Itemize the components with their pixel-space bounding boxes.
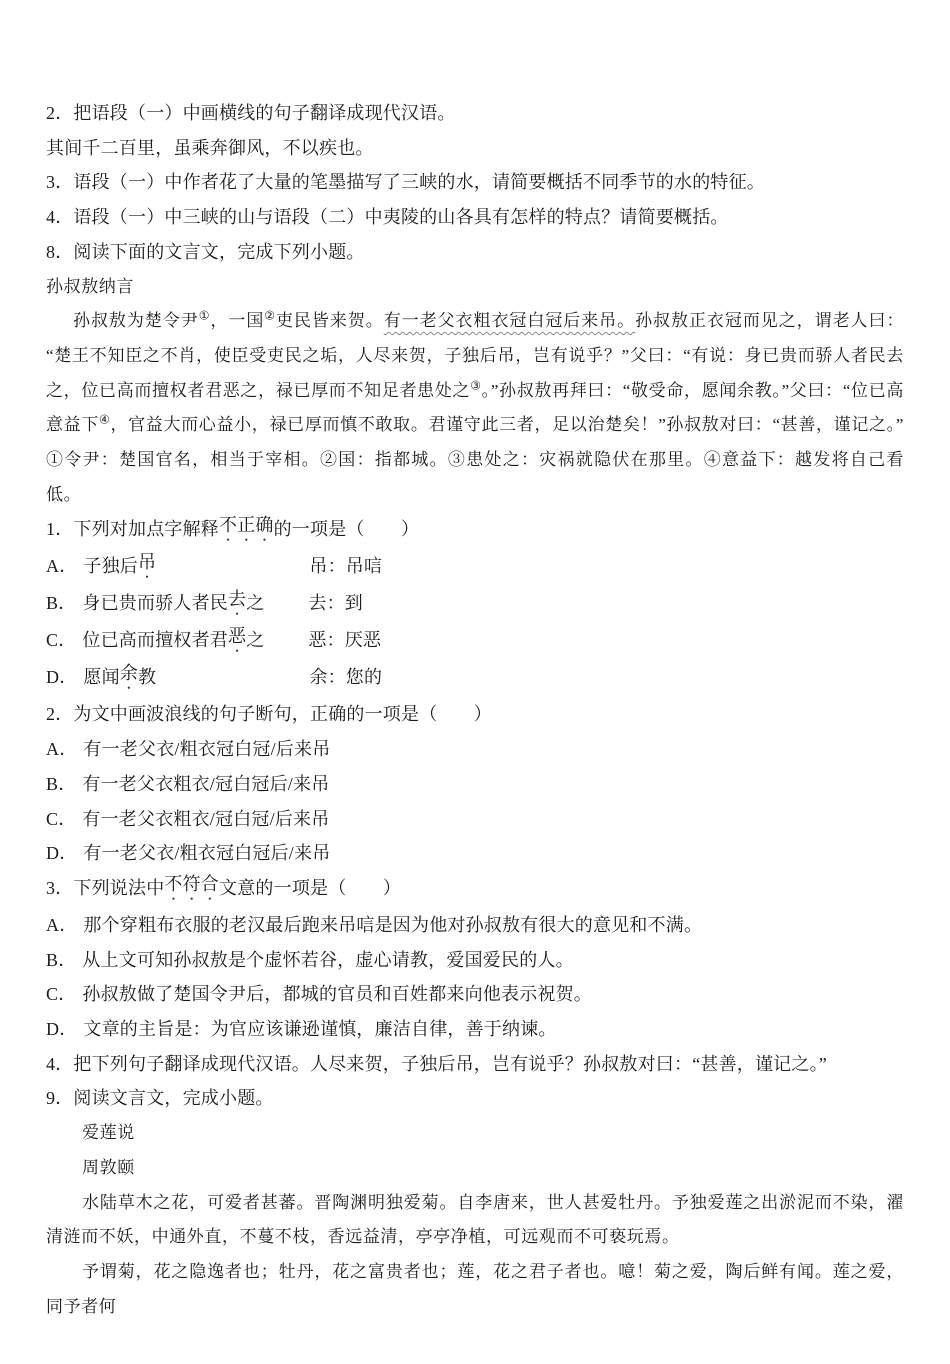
q3-option-a — [46, 908, 904, 943]
dotted-char: 去 — [228, 589, 247, 610]
footnote-marker-2: ② — [264, 308, 276, 323]
q1-option-d — [46, 660, 904, 697]
q2-option-a — [46, 732, 904, 767]
passage8-run-1: 孙叔敖为楚令尹 — [73, 311, 199, 331]
phrase-pre: 位已高而擅权者君 — [82, 630, 229, 651]
q1-option-b — [46, 586, 904, 623]
passage9-paragraph-1: 水陆草木之花，可爱者甚蕃。晋陶渊明独爱菊。自李唐来，世人甚爱牡丹。予独爱莲之出淤泥而不染，濯清涟而不妖，中通外直，不蔓不枝，香远益清，亭亭净植，可远观而不可亵玩焉。 — [46, 1192, 904, 1247]
q3-option-b — [46, 943, 904, 978]
q1-stem-emphasis: 不正确 — [219, 515, 274, 536]
option-explanation: 去：到 — [308, 593, 364, 614]
passage8-body — [46, 304, 904, 512]
question-item-8: 8．阅读下面的文言文，完成下列小题。 — [46, 241, 365, 262]
option-explanation: 恶：厌恶 — [308, 630, 382, 651]
option-label: B． — [46, 773, 77, 794]
option-label: D． — [46, 1019, 78, 1040]
question-item-3: 3．语段（一）中作者花了大量的笔墨描写了三峡的水，请简要概括不同季节的水的特征。 — [46, 172, 765, 193]
option-label: C． — [46, 808, 77, 829]
footnote-marker-3: ③ — [470, 377, 482, 392]
q3-stem-post: 文意的一项是（ ） — [219, 877, 402, 898]
question-item-9: 9．阅读文言文，完成小题。 — [46, 1088, 274, 1109]
phrase-pre: 愿闻 — [83, 667, 120, 688]
option-text: 孙叔敖做了楚国令尹后，都城的官员和百姓都来向他表示祝贺。 — [82, 984, 593, 1005]
q1-stem — [46, 512, 904, 549]
option-text: 从上文可知孙叔敖是个虚怀若谷，虚心请教，爱国爱民的人。 — [82, 949, 574, 970]
q3-option-c — [46, 977, 904, 1012]
q1-option-c — [46, 623, 904, 660]
q1-stem-pre: 1．下列对加点字解释 — [46, 519, 219, 540]
option-text: 那个穿粗布衣服的老汉最后跑来吊唁是因为他对孙叔敖有很大的意见和不满。 — [83, 914, 703, 935]
option-text: 有一老父衣粗衣/冠白冠/后来吊 — [82, 808, 330, 829]
q1-option-a — [46, 549, 904, 586]
q2-option-c — [46, 802, 904, 837]
passage8-run-3: 吏民皆来贺。 — [276, 311, 384, 331]
q4-stem: 4．把下列句子翻译成现代汉语。人尽来贺，子独后吊，岂有说乎？孙叔敖对曰：“甚善，谨记之。” — [46, 1053, 827, 1074]
passage8-run-4: 孙叔敖正衣冠而见之，谓老人曰：“楚王不知臣之不肖，使臣受吏民之垢，人尽来贺，子独后吊，岂有说乎？”父曰：“有说：身已贵而骄人者民去之，位已高而擅权者君恶之，禄已厚而不知足者患处之 — [46, 311, 905, 400]
option-phrase — [82, 623, 308, 660]
passage9-title: 爱莲说 — [82, 1123, 135, 1143]
passage8-run-5: 。”孙叔敖再拜曰：“敬受命，愿闻余教。”父曰：“位已高意益下 — [46, 380, 904, 435]
phrase-pre: 身已贵而骄人者民 — [82, 593, 229, 614]
option-label: A． — [46, 914, 78, 935]
option-text: 有一老父衣/粗衣冠白冠后/来吊 — [83, 843, 331, 864]
option-explanation: 余：您的 — [309, 667, 383, 688]
option-label: B． — [46, 949, 77, 970]
option-label: A． — [46, 556, 78, 577]
option-label: D． — [46, 843, 78, 864]
phrase-post: 教 — [138, 667, 157, 688]
phrase-pre: 子独后 — [83, 556, 139, 577]
phrase-post: 之 — [246, 593, 265, 614]
option-text: 文章的主旨是：为官应该谦逊谨慎，廉洁自律，善于纳谏。 — [83, 1019, 557, 1040]
passage9-author: 周敦颐 — [82, 1157, 135, 1177]
option-text: 有一老父衣/粗衣冠白冠/后来吊 — [83, 739, 331, 760]
footnote-marker-1: ① — [198, 308, 211, 323]
option-phrase — [83, 660, 309, 697]
question-item-2: 2．把语段（一）中画横线的句子翻译成现代汉语。 — [46, 103, 456, 123]
dotted-char: 余 — [119, 663, 139, 684]
option-text: 有一老父衣粗衣/冠白冠后/来吊 — [82, 773, 330, 794]
option-phrase — [83, 549, 309, 586]
q3-stem — [46, 871, 904, 908]
phrase-post: 之 — [246, 630, 265, 651]
dotted-char: 恶 — [228, 626, 247, 647]
passage8-title: 孙叔敖纳言 — [46, 276, 134, 296]
option-label: D． — [46, 667, 78, 688]
quoted-sentence: 其间千二百里，虽乘奔御风，不以疾也。 — [46, 137, 374, 158]
q2-option-d — [46, 836, 904, 871]
dotted-char: 吊 — [138, 552, 157, 573]
option-label: C． — [46, 984, 77, 1005]
passage8-run-2: ，一国 — [210, 311, 265, 331]
q2-option-b — [46, 767, 904, 802]
wavy-underlined-sentence: 有一老父衣粗衣冠白冠后来吊。 — [383, 311, 636, 331]
q3-stem-emphasis: 不符合 — [164, 873, 220, 894]
passage8-run-6: ，官益大而心益小，禄已厚而慎不敢取。君谨守此三者，足以治楚矣！”孙叔敖对曰：“甚善，谨记之。”①令尹：楚国官名，相当于宰相。②国：指都城。③患处之：灾祸就隐伏在那里。④意益下：越发将自己看低。 — [46, 415, 904, 504]
footnote-marker-4: ④ — [99, 412, 111, 427]
q3-stem-pre: 3．下列说法中 — [46, 877, 165, 898]
q2-stem: 2．为文中画波浪线的句子断句，正确的一项是（ ） — [46, 704, 492, 725]
q1-stem-post: 的一项是（ ） — [273, 519, 420, 540]
option-explanation: 吊：吊唁 — [309, 556, 383, 577]
passage9-paragraph-2: 予谓菊，花之隐逸者也；牡丹，花之富贵者也；莲，花之君子者也。噫！菊之爱，陶后鲜有闻。莲之爱，同予者何 — [46, 1261, 904, 1316]
option-label: A． — [46, 739, 78, 760]
question-item-4: 4．语段（一）中三峡的山与语段（二）中夷陵的山各具有怎样的特点？请简要概括。 — [46, 207, 729, 228]
option-phrase — [82, 586, 308, 623]
q3-option-d — [46, 1012, 904, 1047]
option-label: C． — [46, 630, 77, 651]
option-label: B． — [46, 593, 77, 614]
